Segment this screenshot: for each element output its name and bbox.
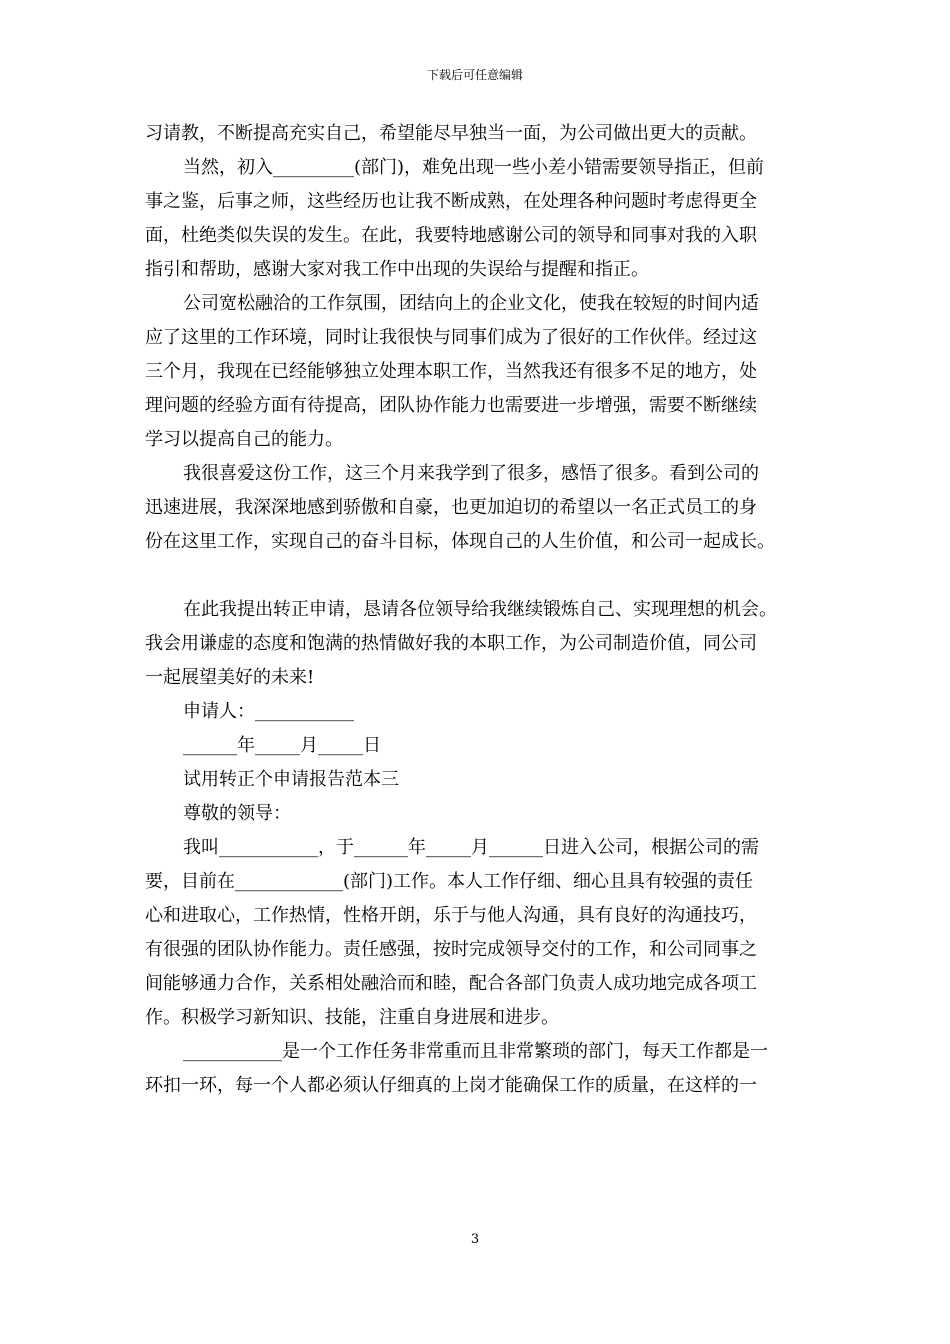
page-header: 下载后可任意编辑 — [426, 68, 523, 82]
text-line: 心和进取心，工作热情，性格开朗，乐于与他人沟通，具有良好的沟通技巧， — [145, 905, 757, 926]
text-line: 我很喜爱这份工作，这三个月来我学到了很多，感悟了很多。看到公司的 — [183, 463, 759, 484]
text-line: 迅速进展，我深深地感到骄傲和自豪，也更加迫切的希望以一名正式员工的身 — [145, 497, 757, 518]
text-line: 公司宽松融洽的工作氛围，团结向上的企业文化，使我在较短的时间内适 — [183, 293, 759, 314]
text-line: 我叫___________，于______年_____月______日进入公司，根据公司的需 — [183, 837, 759, 858]
applicant-line: 申请人：___________ — [183, 701, 354, 722]
document-body — [145, 117, 825, 1103]
text-line: 习请教，不断提高充实自己，希望能尽早独当一面，为公司做出更大的贡献。 — [145, 123, 757, 144]
text-line: 指引和帮助，感谢大家对我工作中出现的失误给与提醒和指正。 — [145, 259, 649, 280]
salutation: 尊敬的领导： — [183, 803, 291, 824]
paragraph-gap — [145, 559, 825, 593]
text-line: 要，目前在____________(部门)工作。本人工作仔细、细心且具有较强的责任 — [145, 871, 754, 892]
text-line: 在此我提出转正申请，恳请各位领导给我继续锻炼自己、实现理想的机会。 — [183, 599, 777, 620]
date-line: ______年_____月_____日 — [183, 735, 381, 756]
text-line: 有很强的团队协作能力。责任感强，按时完成领导交付的工作，和公司同事之 — [145, 939, 757, 960]
text-line: 作。积极学习新知识、技能，注重自身进展和进步。 — [145, 1007, 559, 1028]
text-line: 一起展望美好的未来! — [145, 667, 315, 688]
text-line: 份在这里工作，实现自己的奋斗目标，体现自己的人生价值，和公司一起成长。 — [145, 531, 775, 552]
text-line: 我会用谦虚的态度和饱满的热情做好我的本职工作，为公司制造价值，同公司 — [145, 633, 757, 654]
text-line: 事之鉴，后事之师，这些经历也让我不断成熟，在处理各种问题时考虑得更全 — [145, 191, 757, 212]
text-line: ___________是一个工作任务非常重而且非常繁琐的部门，每天工作都是一 — [183, 1041, 768, 1062]
text-line: 面，杜绝类似失误的发生。在此，我要特地感谢公司的领导和同事对我的入职 — [145, 225, 757, 246]
text-line: 学习以提高自己的能力。 — [145, 429, 343, 450]
page-number: 3 — [470, 1232, 480, 1247]
section-title: 试用转正个申请报告范本三 — [183, 769, 399, 790]
text-line: 环扣一环，每一个人都必须认仔细真的上岗才能确保工作的质量，在这样的一 — [145, 1075, 757, 1096]
text-line: 当然，初入_________(部门)，难免出现一些小差小错需要领导指正，但前 — [183, 157, 765, 178]
text-line: 应了这里的工作环境，同时让我很快与同事们成为了很好的工作伙伴。经过这 — [145, 327, 757, 348]
text-line: 间能够通力合作，关系相处融洽而和睦，配合各部门负责人成功地完成各项工 — [145, 973, 757, 994]
text-line: 理问题的经验方面有待提高，团队协作能力也需要进一步增强，需要不断继续 — [145, 395, 757, 416]
text-line: 三个月，我现在已经能够独立处理本职工作，当然我还有很多不足的地方，处 — [145, 361, 757, 382]
